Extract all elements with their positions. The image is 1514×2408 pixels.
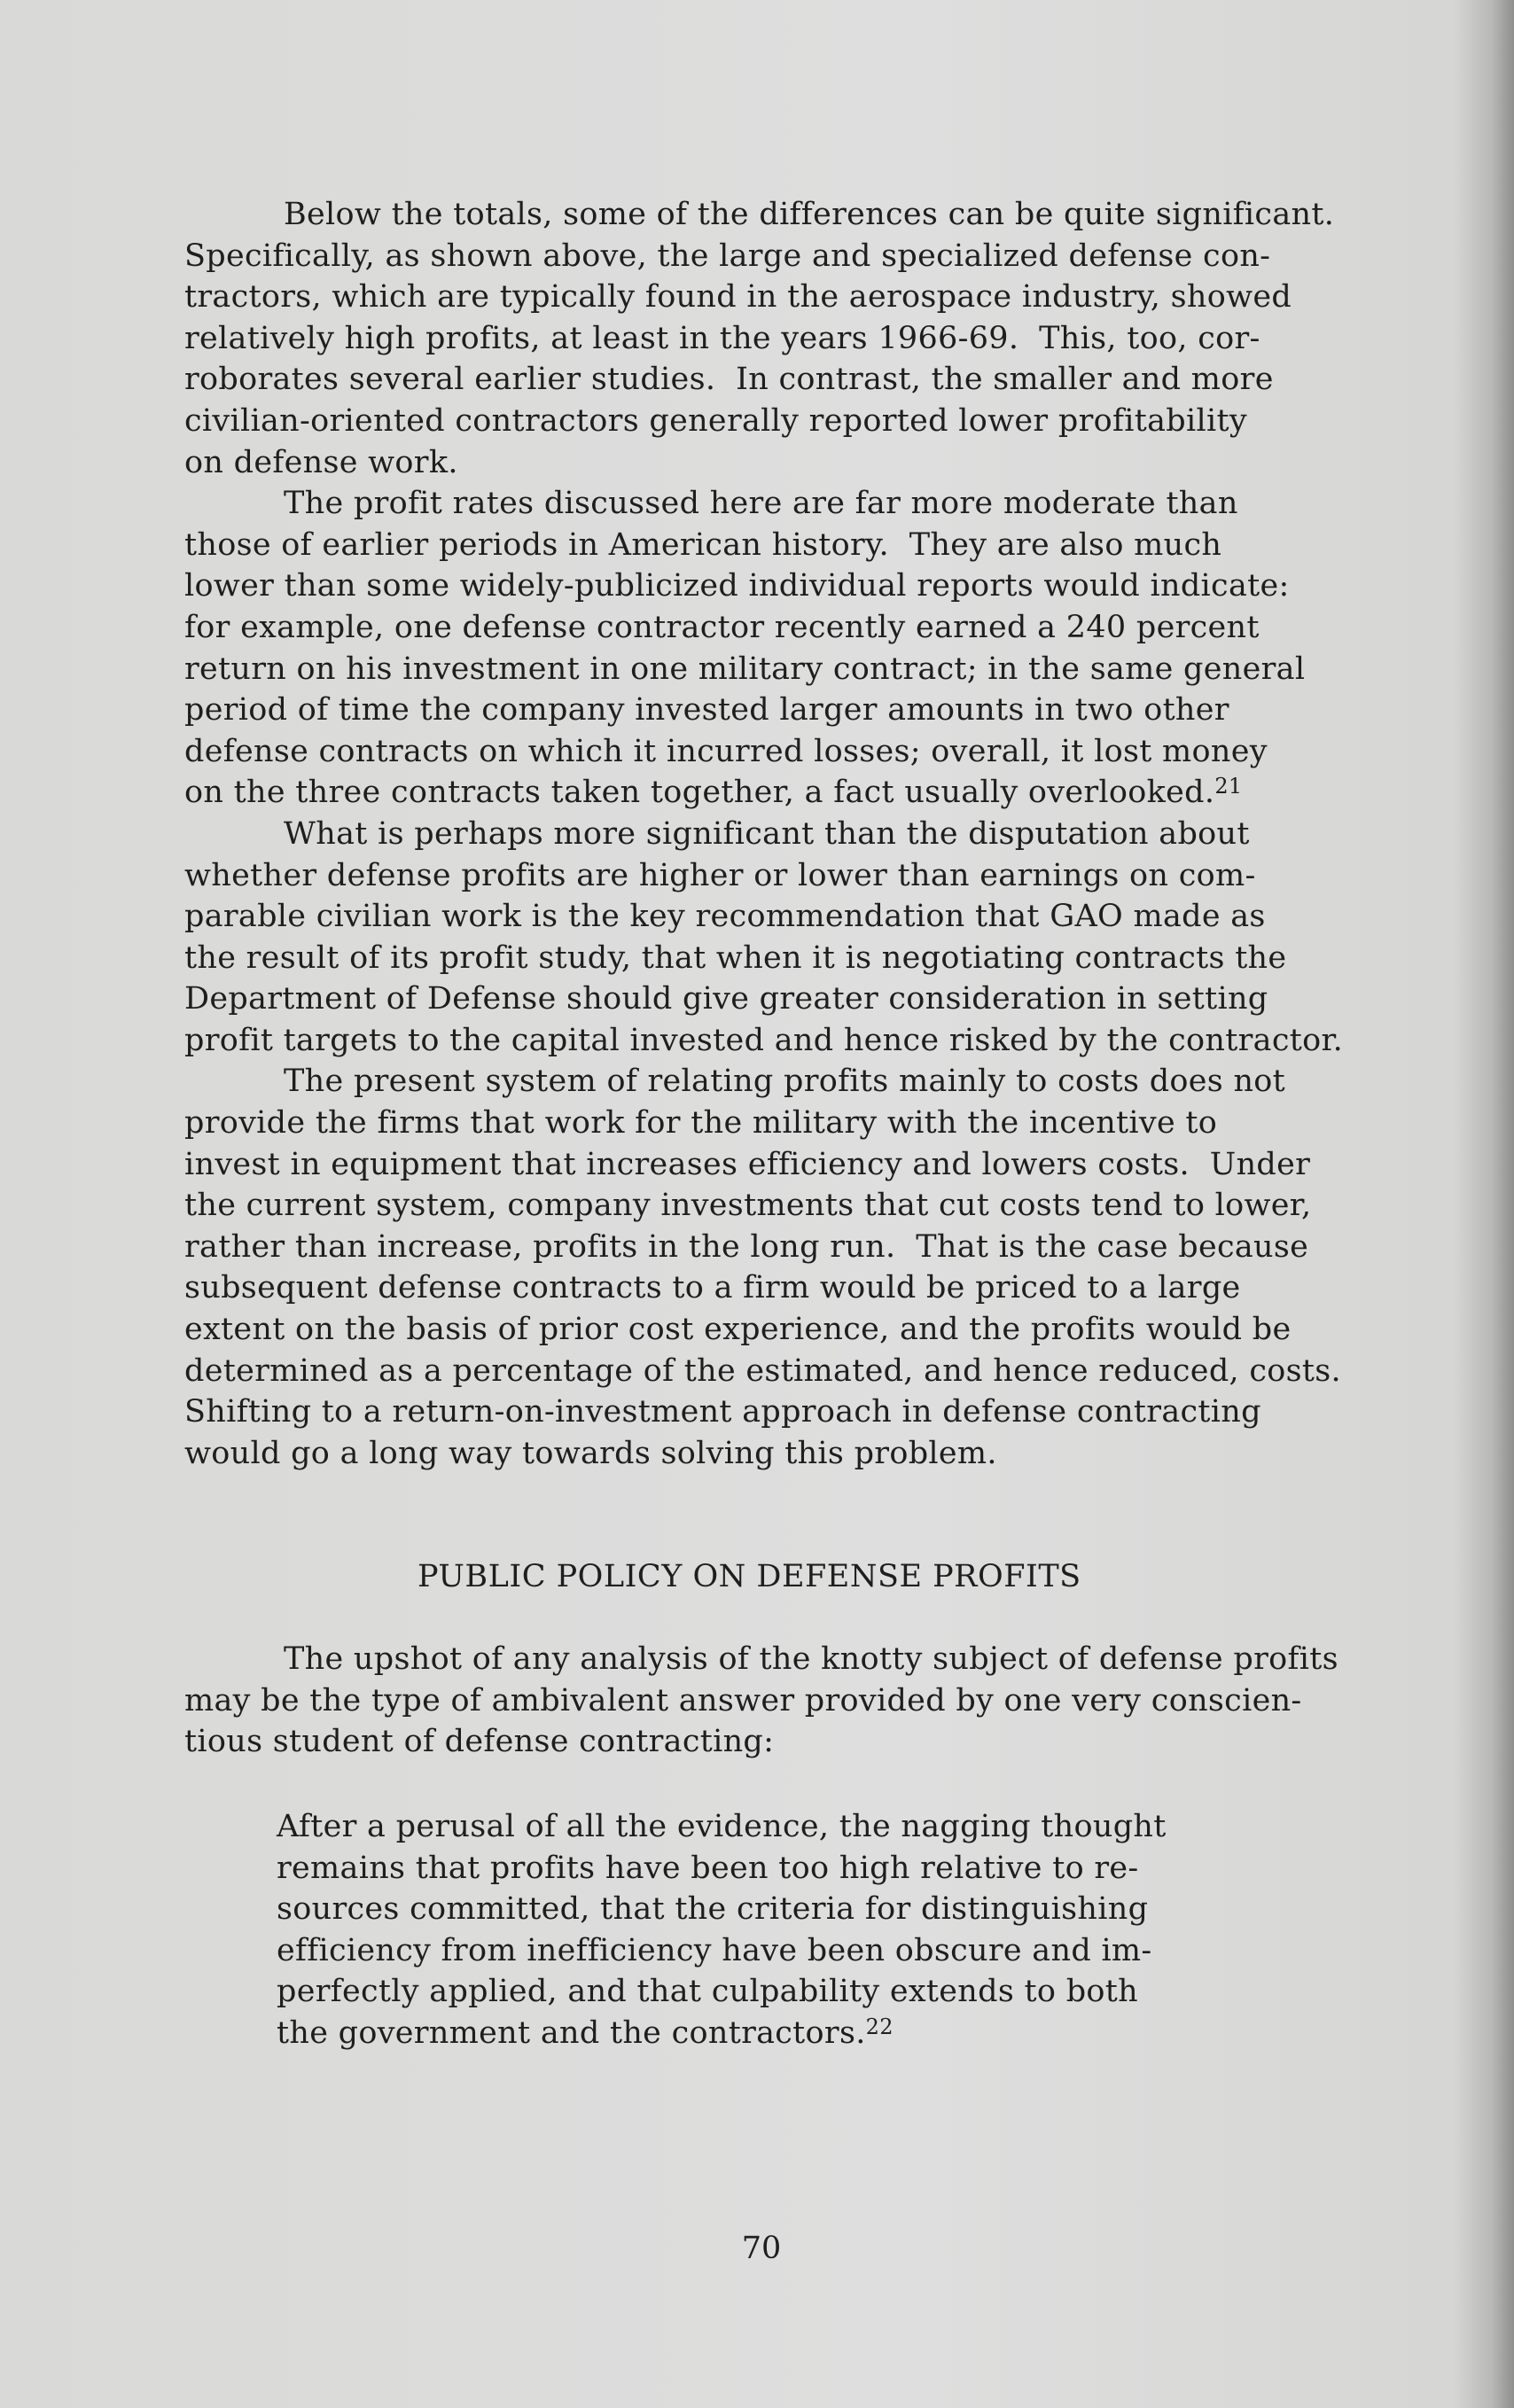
text-line xyxy=(184,1227,1343,1268)
line-text: The present system of relating profits mainly to costs does not xyxy=(284,1064,1286,1100)
line-text: Below the totals, some of the differences can be quite significant. xyxy=(284,197,1335,232)
line-text: on defense work. xyxy=(184,444,458,480)
text-line xyxy=(184,236,1343,277)
text-line xyxy=(184,1391,1343,1433)
line-text: for example, one defense contractor recently earned a 240 percent xyxy=(184,609,1260,645)
text-line xyxy=(184,1721,1338,1763)
line-text: tractors, which are typically found in the aerospace industry, showed xyxy=(184,279,1292,316)
text-line xyxy=(184,814,1343,855)
line-text: Department of Defense should give greater consideration in setting xyxy=(184,981,1268,1017)
text-line xyxy=(184,1020,1343,1062)
line-text: relatively high profits, at least in the years 1966-69. This, too, cor- xyxy=(184,320,1260,356)
text-line xyxy=(184,525,1343,566)
text-line xyxy=(184,1103,1343,1144)
line-text: civilian-oriented contractors generally reported lower profitability xyxy=(184,402,1247,439)
text-line xyxy=(277,1971,1167,2013)
text-line xyxy=(184,359,1343,401)
text-line xyxy=(184,1639,1338,1680)
text-line xyxy=(277,1930,1167,1972)
text-line xyxy=(184,896,1343,938)
text-line xyxy=(277,1848,1167,1890)
section-heading: PUBLIC POLICY ON DEFENSE PROFITS xyxy=(418,1559,1081,1594)
line-text: tious student of defense contracting: xyxy=(184,1724,775,1760)
text-line xyxy=(184,565,1343,607)
text-line xyxy=(184,1267,1343,1309)
line-text: The profit rates discussed here are far more moderate than xyxy=(284,486,1238,522)
line-text: return on his investment in one military contract; in the same general xyxy=(184,651,1306,687)
line-text: those of earlier periods in American history. They are also much xyxy=(184,526,1222,563)
text-line xyxy=(184,1433,1343,1475)
line-text: would go a long way towards solving this problem. xyxy=(184,1435,997,1471)
line-text: defense contracts on which it incurred losses; overall, it lost money xyxy=(184,733,1268,769)
text-line xyxy=(184,1309,1343,1351)
line-text: remains that profits have been too high relative to re- xyxy=(277,1850,1139,1886)
block-quote xyxy=(277,1806,1167,2054)
line-text: parable civilian work is the key recommendation that GAO made as xyxy=(184,899,1266,935)
footnote-ref: 21 xyxy=(1214,774,1243,799)
intro-paragraph xyxy=(184,1639,1338,1763)
text-line xyxy=(184,690,1343,731)
text-line xyxy=(184,277,1343,318)
line-text: the result of its profit study, that when it is negotiating contracts the xyxy=(184,939,1287,976)
line-text: period of time the company invested larger amounts in two other xyxy=(184,692,1229,729)
line-text: sources committed, that the criteria for distinguishing xyxy=(277,1891,1149,1928)
text-line xyxy=(184,772,1343,814)
text-line xyxy=(184,731,1343,773)
line-text: lower than some widely-publicized individual reports would indicate: xyxy=(184,568,1290,604)
text-line xyxy=(184,607,1343,649)
line-text: profit targets to the capital invested and hence risked by the contractor. xyxy=(184,1022,1344,1058)
text-line xyxy=(184,938,1343,979)
text-line xyxy=(184,483,1343,525)
line-text: on the three contracts taken together, a fact usually overlooked. xyxy=(184,775,1215,811)
line-text: extent on the basis of prior cost experience, and the profits would be xyxy=(184,1312,1292,1348)
text-line xyxy=(184,1185,1343,1227)
line-text: The upshot of any analysis of the knotty subject of defense profits xyxy=(284,1641,1338,1677)
text-line xyxy=(184,649,1343,690)
line-text: efficiency from inefficiency have been obscure and im- xyxy=(277,1932,1152,1968)
text-line xyxy=(277,1889,1167,1930)
line-text: the current system, company investments that cut costs tend to lower, xyxy=(184,1188,1312,1224)
line-text: invest in equipment that increases efficiency and lowers costs. Under xyxy=(184,1146,1311,1182)
text-line xyxy=(184,1351,1343,1392)
line-text: provide the firms that work for the military with the incentive to xyxy=(184,1105,1218,1142)
text-line xyxy=(184,855,1343,897)
text-line xyxy=(184,1061,1343,1103)
line-text: may be the type of ambivalent answer provided by one very conscien- xyxy=(184,1682,1302,1718)
text-line xyxy=(184,1144,1343,1186)
line-text: subsequent defense contracts to a firm would be priced to a large xyxy=(184,1270,1241,1306)
text-line xyxy=(184,442,1343,484)
text-line xyxy=(184,318,1343,360)
footnote-ref: 22 xyxy=(865,2014,894,2039)
text-line xyxy=(277,2013,1167,2054)
line-text: determined as a percentage of the estimated, and hence reduced, costs. xyxy=(184,1352,1341,1389)
page-number: 70 xyxy=(741,2231,782,2266)
line-text: What is perhaps more significant than the disputation about xyxy=(284,815,1250,852)
line-text: rather than increase, profits in the long run. That is the case because xyxy=(184,1228,1309,1265)
text-line xyxy=(184,401,1343,442)
line-text: the government and the contractors. xyxy=(277,2014,866,2051)
line-text: whether defense profits are higher or lower than earnings on com- xyxy=(184,857,1256,893)
text-line xyxy=(184,1680,1338,1722)
line-text: Shifting to a return-on-investment approach in defense contracting xyxy=(184,1394,1261,1430)
text-line xyxy=(277,1806,1167,1848)
line-text: perfectly applied, and that culpability extends to both xyxy=(277,1974,1138,2010)
line-text: Specifically, as shown above, the large and specialized defense con- xyxy=(184,238,1271,274)
text-line xyxy=(184,194,1343,236)
line-text: roborates several earlier studies. In contrast, the smaller and more xyxy=(184,362,1274,398)
body-text xyxy=(184,194,1343,1474)
line-text: After a perusal of all the evidence, the nagging thought xyxy=(277,1809,1167,1844)
text-line xyxy=(184,978,1343,1020)
